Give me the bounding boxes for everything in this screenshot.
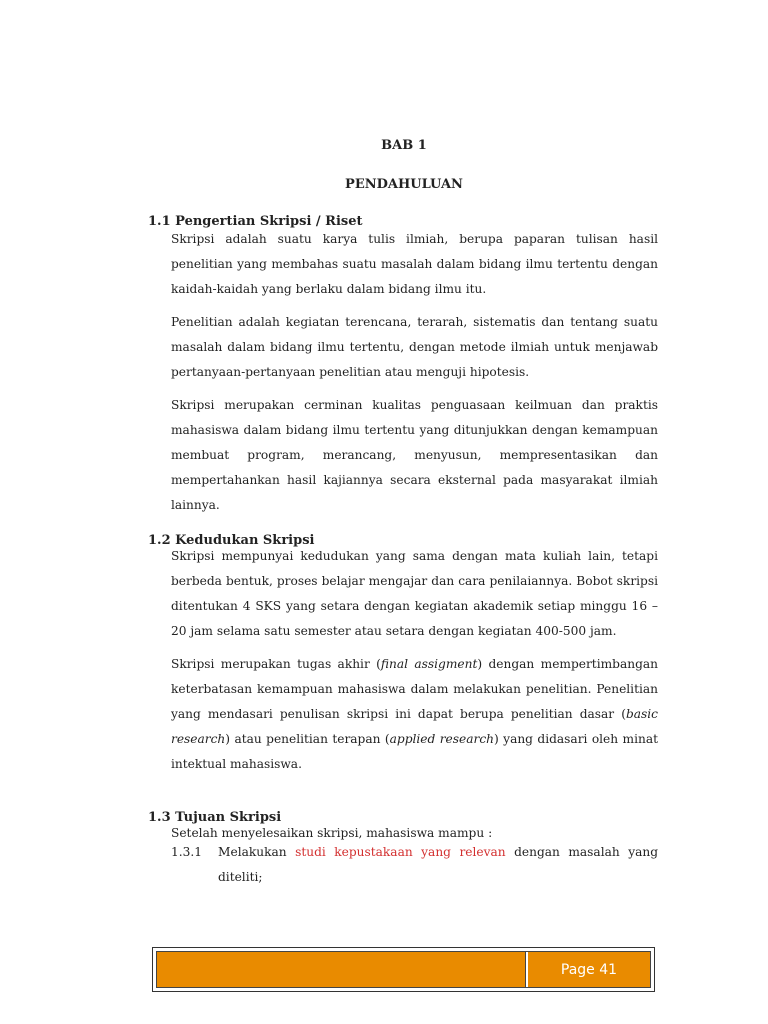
italic-term: basic research	[171, 707, 658, 746]
page-footer	[152, 947, 655, 992]
text-run: ) dengan mempertimbangan keterbatasan kemampuan mahasiswa dalam melakukan penelitian. Penelitian yang mendasari penulisan skripsi ini dapat berupa penelitian dasar (	[171, 657, 658, 721]
highlighted-text: studi kepustakaan yang relevan	[295, 845, 506, 859]
paragraph: Penelitian adalah kegiatan terencana, terarah, sistematis dan tentang suatu masalah dalam bidang ilmu tertentu, dengan metode ilmiah untuk menjawab pertanyaan-pertanyaan penelitian atau menguji hipotesis.	[171, 315, 658, 379]
paragraph: Skripsi mempunyai kedudukan yang sama dengan mata kuliah lain, tetapi berbeda bentuk, proses belajar mengajar dan cara penilaiannya. Bobot skripsi ditentukan 4 SKS yang setara dengan kegiatan akademik setiap minggu 16 – 20 jam selama satu semester atau setara dengan kegiatan 400-500 jam.	[171, 549, 658, 638]
italic-term: applied research	[389, 732, 495, 746]
section-1-3-heading: 1.3 Tujuan Skripsi	[148, 810, 282, 825]
section-1-2-body	[171, 544, 658, 777]
paragraph: Skripsi adalah suatu karya tulis ilmiah, berupa paparan tulisan hasil penelitian yang membahas suatu masalah dalam bidang ilmu tertentu dengan kaidah-kaidah yang berlaku dalam bidang ilmu itu.	[171, 232, 658, 296]
text-run: Melakukan	[218, 845, 296, 859]
section-1-2-heading: 1.2 Kedudukan Skripsi	[148, 533, 315, 548]
text-run: ) atau penelitian terapan (	[225, 732, 390, 746]
text-run: Skripsi merupakan tugas akhir (	[171, 657, 381, 671]
footer-frame	[156, 951, 651, 988]
footer-accent-bar	[157, 952, 526, 987]
list-item-number: 1.3.1	[171, 845, 203, 859]
section-1-1-heading: 1.1 Pengertian Skripsi / Riset	[148, 214, 363, 229]
section-1-1-body	[171, 227, 658, 518]
paragraph: Skripsi merupakan cerminan kualitas penguasaan keilmuan dan praktis mahasiswa dalam bidang ilmu tertentu yang ditunjukkan dengan kemampuan membuat program, merancang, menyusun, mempresentasikan dan mempertahankan hasil kajiannya secara eksternal pada masyarakat ilmiah lainnya.	[171, 398, 658, 512]
text-run: ) yang didasari oleh minat intektual mahasiswa.	[171, 732, 659, 771]
chapter-number: BAB 1	[381, 138, 427, 153]
list-item-text	[218, 840, 658, 890]
text-run: dengan masalah yang diteliti;	[218, 845, 658, 884]
italic-term: final assigment	[380, 657, 478, 671]
section-1-3-intro: Setelah menyelesaikan skripsi, mahasiswa mampu :	[171, 826, 493, 840]
chapter-title: PENDAHULUAN	[345, 177, 463, 192]
paragraph	[171, 652, 658, 777]
page-number: Page 41	[526, 952, 650, 987]
